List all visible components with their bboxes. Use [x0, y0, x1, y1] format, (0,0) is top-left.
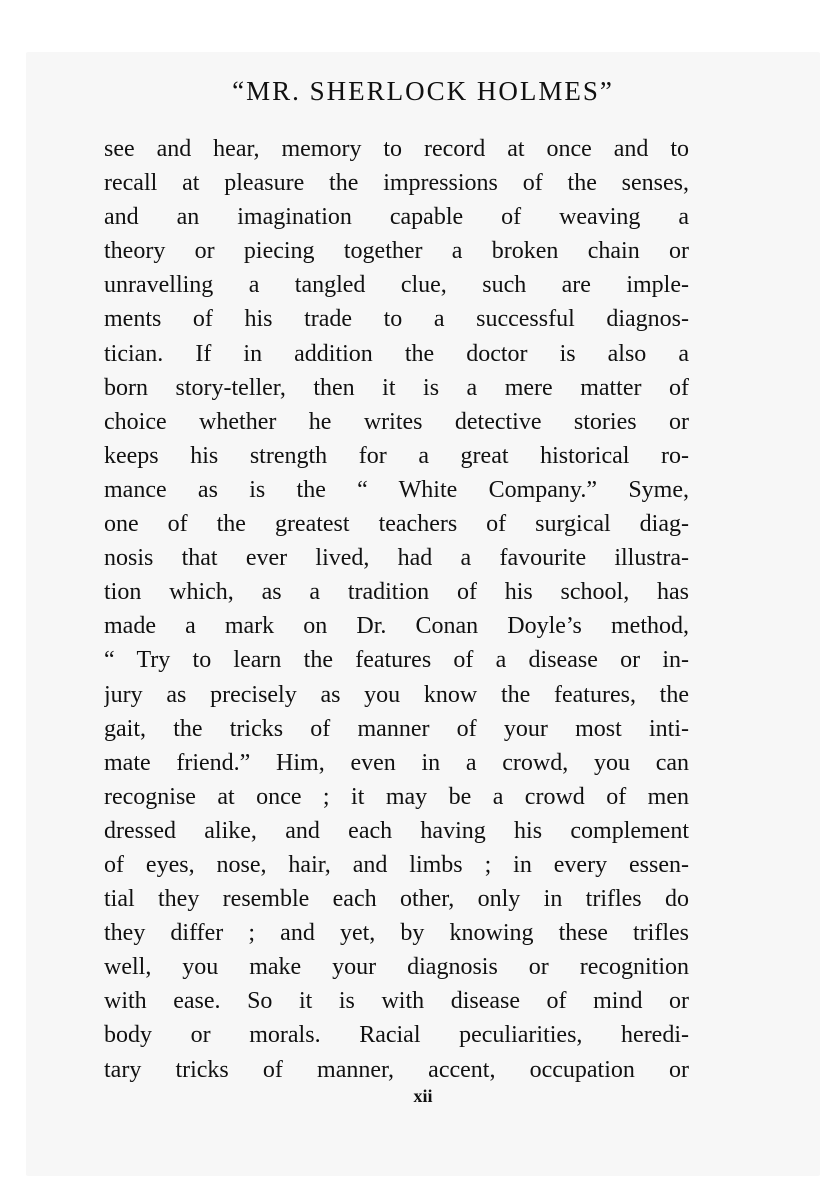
text-line: “ Try to learn the features of a disease or in-: [104, 647, 689, 674]
text-line: keeps his strength for a great historical ro-: [104, 442, 689, 469]
text-line: mance as is the “ White Company.” Syme,: [104, 476, 689, 503]
text-line: they differ ; and yet, by knowing these trifles: [104, 920, 689, 947]
text-line: choice whether he writes detective stories or: [104, 408, 689, 435]
text-line: ments of his trade to a successful diagnos-: [104, 306, 689, 333]
running-head: “MR. SHERLOCK HOLMES”: [232, 76, 614, 106]
text-line: body or morals. Racial peculiarities, heredi-: [104, 1022, 689, 1049]
text-line: recall at pleasure the impressions of the senses,: [104, 170, 689, 197]
text-line: born story-teller, then it is a mere matter of: [104, 374, 689, 401]
body-text: [104, 132, 689, 1087]
text-line: tion which, as a tradition of his school, has: [104, 579, 689, 606]
text-line: well, you make your diagnosis or recognition: [104, 954, 689, 981]
text-line: of eyes, nose, hair, and limbs ; in every essen-: [104, 851, 689, 878]
text-line: jury as precisely as you know the features, the: [104, 681, 689, 708]
text-line: tician. If in addition the doctor is also a: [104, 340, 689, 367]
text-line: with ease. So it is with disease of mind or: [104, 988, 689, 1015]
text-line: see and hear, memory to record at once and to: [104, 136, 689, 162]
text-line: made a mark on Dr. Conan Doyle’s method,: [104, 613, 689, 640]
text-line: and an imagination capable of weaving a: [104, 204, 689, 231]
text-line: one of the greatest teachers of surgical diag-: [104, 511, 689, 538]
text-line: gait, the tricks of manner of your most inti-: [104, 715, 689, 742]
text-line: recognise at once ; it may be a crowd of men: [104, 783, 689, 810]
text-line: tial they resemble each other, only in trifles do: [104, 886, 689, 913]
text-line: unravelling a tangled clue, such are imple-: [104, 272, 689, 299]
book-page: [26, 52, 820, 1176]
text-line: theory or piecing together a broken chain or: [104, 238, 689, 265]
page-number: xii: [413, 1086, 433, 1106]
text-line: dressed alike, and each having his complement: [104, 817, 689, 844]
text-line: nosis that ever lived, had a favourite illustra-: [104, 545, 689, 572]
text-line: tary tricks of manner, accent, occupation or: [104, 1056, 689, 1083]
text-line: mate friend.” Him, even in a crowd, you can: [104, 749, 689, 776]
